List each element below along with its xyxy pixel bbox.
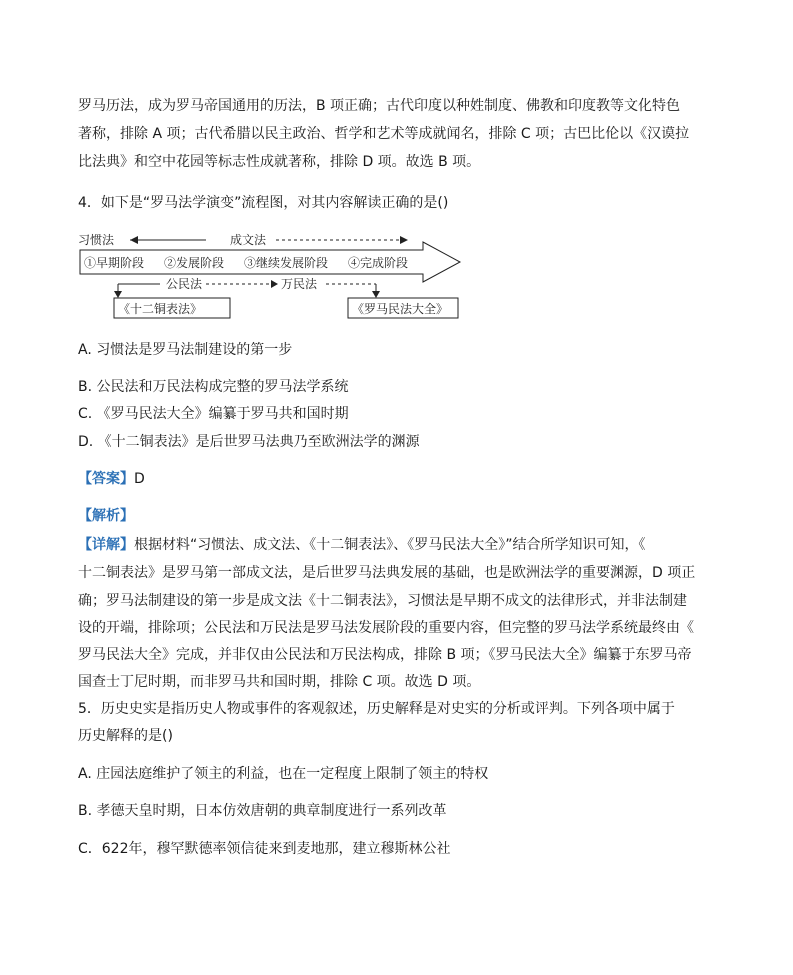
q5-stem-line-2: 历史解释的是(): [78, 728, 173, 744]
q4-detail-line-3: 确；罗马法制建设的第一步是成文法《十二铜表法》，习惯法是早期不成文的法律形式，并非法制建: [78, 593, 687, 609]
q4-answer: [78, 469, 145, 489]
intro-line-2: 著称，排除 A 项；古代希腊以民主政治、哲学和艺术等成就闻名，排除 C 项；古巴比伦以《汉谟拉: [78, 126, 690, 142]
q4-detail-line-2: 十二铜表法》是罗马第一部成文法，是后世罗马法典发展的基础，也是欧洲法学的重要渊源，D 项正: [78, 565, 696, 581]
q5-option-b: B. 孝德天皇时期，日本仿效唐朝的典章制度进行一系列改革: [78, 803, 447, 819]
answer-tag: 【答案】: [78, 471, 134, 487]
q4-detail-line-4: 设的开端，排除项；公民法和万民法是罗马法发展阶段的重要内容，但完整的罗马法学系统最终由《: [78, 620, 694, 636]
q4-detail-line-6: 国查士丁尼时期，而非罗马共和国时期，排除 C 项。故选 D 项。: [78, 674, 481, 690]
analysis-tag: 【解析】: [78, 508, 134, 524]
diagram-box-left-label: 《十二铜表法》: [118, 302, 203, 316]
diagram-bottom-arrowhead-3: [114, 291, 122, 298]
answer-value: D: [134, 471, 145, 487]
q4-option-b: B. 公民法和万民法构成完整的罗马法学系统: [78, 379, 349, 395]
q4-stem: 4．如下是“罗马法学演变”流程图，对其内容解读正确的是(): [78, 195, 449, 211]
detail-tag: 【详解】: [78, 537, 134, 553]
diagram-top-left-arrowhead: [130, 236, 138, 244]
diagram-bottom-right: 万民法: [281, 277, 318, 291]
q4-detail-line-5: 罗马民法大全》完成，并非仅由公民法和万民法构成，排除 B 项；《罗马民法大全》编纂于东罗马帝: [78, 647, 692, 663]
diagram-stage-2: ②发展阶段: [164, 256, 225, 270]
diagram-stage-3: ③继续发展阶段: [244, 256, 329, 270]
diagram-bottom-left: 公民法: [166, 277, 203, 291]
detail-text-1: 根据材料“习惯法、成文法、《十二铜表法》、《罗马民法大全》”结合所学知识可知，《: [134, 537, 646, 553]
roman-law-flow-diagram: [78, 228, 468, 320]
diagram-bottom-arrowhead-2: [372, 291, 380, 298]
diagram-top-right: 成文法: [230, 233, 267, 247]
q4-detail-line-1: [78, 535, 646, 555]
diagram-bottom-arrowhead-1: [271, 280, 278, 288]
q4-option-a: A. 习惯法是罗马法制建设的第一步: [78, 342, 293, 358]
q4-analysis-tag: [78, 506, 134, 526]
diagram-box-right-label: 《罗马民法大全》: [352, 302, 449, 316]
intro-line-1: 罗马历法，成为罗马帝国通用的历法，B 项正确；古代印度以种姓制度、佛教和印度教等文化特色: [78, 98, 681, 114]
diagram-stage-4: ④完成阶段: [348, 256, 409, 270]
diagram-top-right-arrowhead: [400, 236, 408, 244]
q5-option-c: C．622年，穆罕默德率领信徒来到麦地那，建立穆斯林公社: [78, 841, 451, 857]
diagram-stage-1: ①早期阶段: [84, 256, 145, 270]
q4-option-d: D. 《十二铜表法》是后世罗马法典乃至欧洲法学的渊源: [78, 434, 420, 450]
diagram-top-left: 习惯法: [78, 233, 115, 247]
q5-option-a: A. 庄园法庭维护了领主的利益，也在一定程度上限制了领主的特权: [78, 766, 489, 782]
intro-line-3: 比法典》和空中花园等标志性成就著称，排除 D 项。故选 B 项。: [78, 154, 481, 170]
q4-option-c: C. 《罗马民法大全》编纂于罗马共和国时期: [78, 406, 349, 422]
q5-stem-line-1: 5．历史史实是指历史人物或事件的客观叙述，历史解释是对史实的分析或评判。下列各项中属于: [78, 701, 675, 717]
